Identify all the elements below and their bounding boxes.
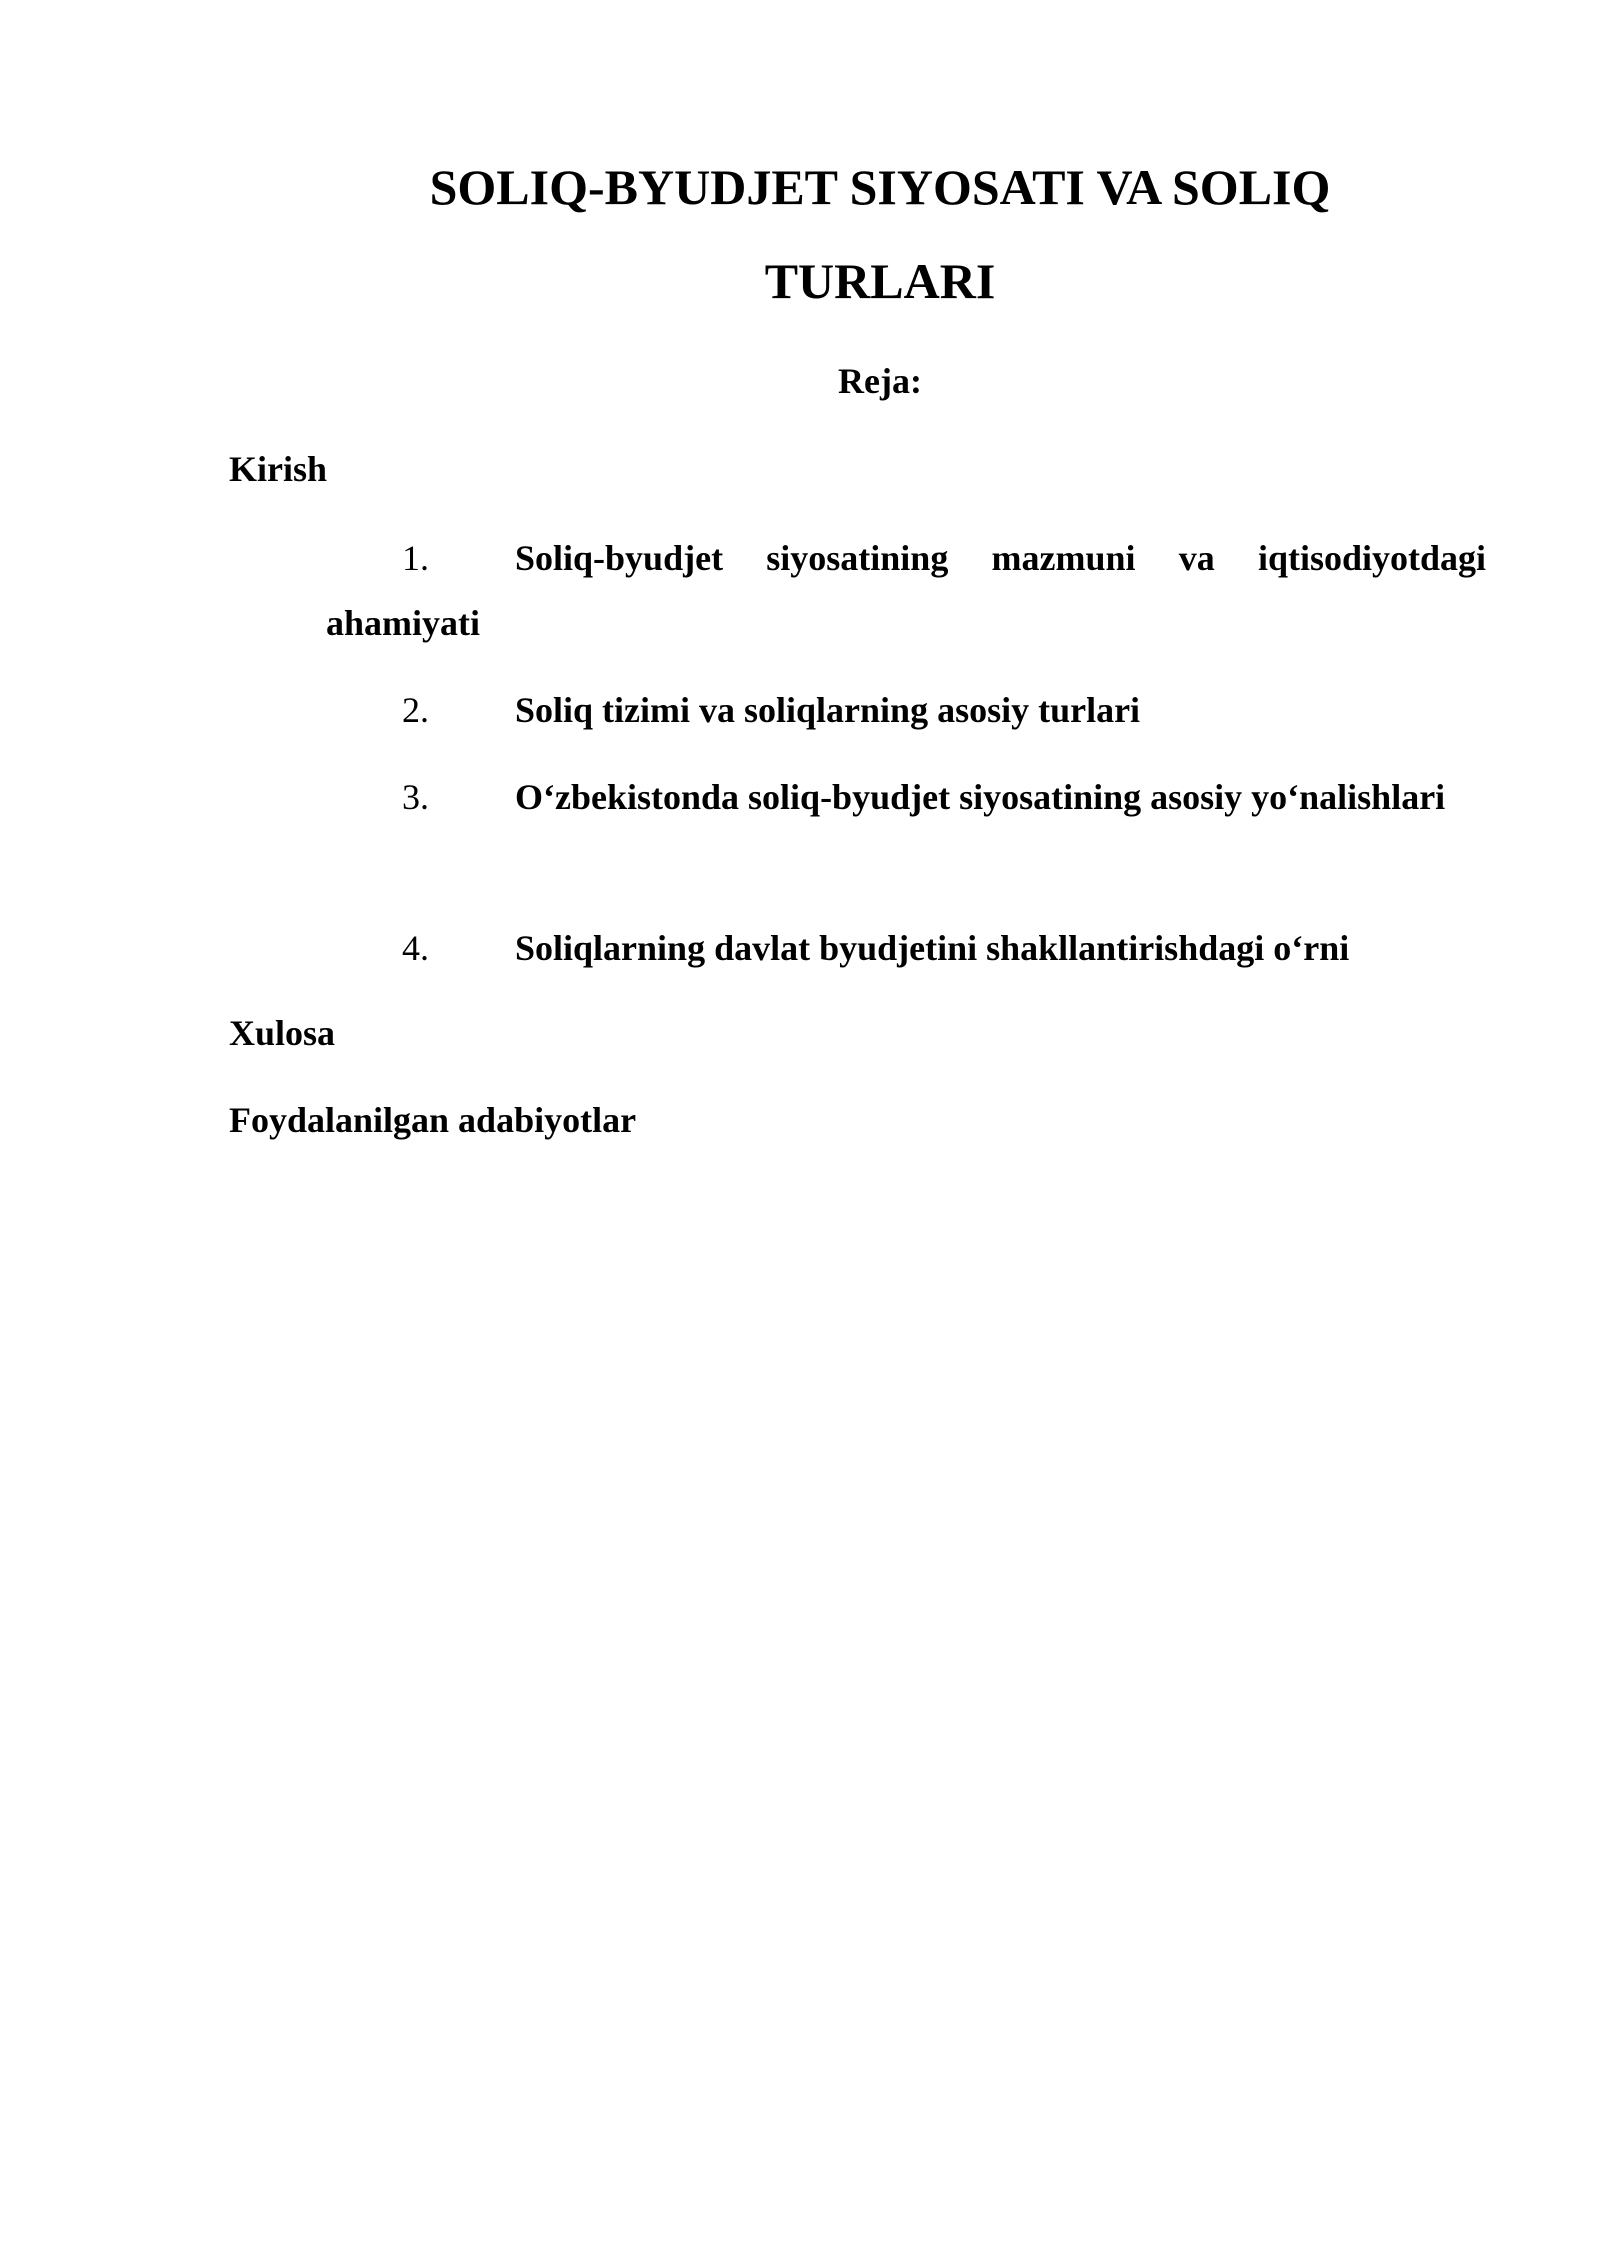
plan-item-3 — [326, 765, 1486, 830]
plan-item-text: Soliqlarning davlat byudjetini shakllantirishdagi o‘rni — [515, 928, 1350, 968]
plan-heading: Reja: — [838, 361, 922, 401]
conclusion-heading: Xulosa — [229, 1013, 336, 1053]
plan-item-2 — [326, 678, 1486, 743]
plan-item-text: Soliq tizimi va soliqlarning asosiy turlari — [515, 690, 1141, 730]
intro-heading: Kirish — [229, 449, 328, 489]
plan-item-1 — [326, 526, 1486, 656]
plan-item-number: 1. — [402, 538, 429, 578]
plan-item-number: 2. — [402, 690, 429, 730]
plan-item-text: O‘zbekistonda soliq-byudjet siyosatining asosiy yo‘nalishlari — [515, 777, 1446, 817]
references-heading: Foydalanilgan adabiyotlar — [229, 1100, 637, 1140]
plan-item-4 — [326, 916, 1486, 981]
document-title: SOLIQ-BYUDJET SIYOSATI VA SOLIQ TURLARI — [429, 159, 1331, 309]
plan-item-number: 3. — [402, 777, 429, 817]
plan-item-text: Soliq-byudjet siyosatining mazmuni va iqtisodiyotdagi ahamiyati — [326, 538, 1486, 643]
plan-item-number: 4. — [402, 928, 429, 968]
